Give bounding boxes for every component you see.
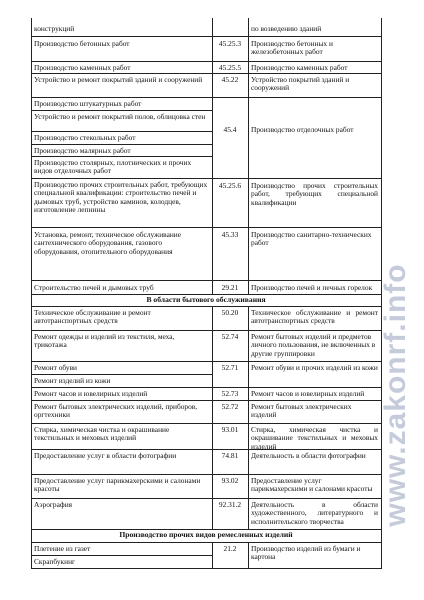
table-cell-category: Производство прочих строительных работ, требующих специальной квалификации [251, 181, 378, 207]
table-cell-category: Ремонт часов и ювелирных изделий [251, 389, 365, 398]
table-cell-code: 45.4 [223, 125, 237, 134]
table-cell-code: 52.73 [221, 389, 239, 398]
table-cell-category: Ремонт обуви и прочих изделий из кожи [251, 363, 378, 372]
table-cell-code: 50.20 [221, 308, 239, 317]
table-cell-code: 21.2 [223, 544, 237, 553]
table-cell-category: Ремонт бытовых электрических изделий [251, 402, 352, 420]
watermark [376, 200, 416, 590]
table-cell-category: Производство изделий из бумаги и картона [251, 544, 361, 562]
table-cell-code: 45.25.5 [218, 63, 242, 72]
table-cell-code: 45.25.3 [218, 39, 242, 48]
table-cell-activity: Ремонт обуви [34, 363, 78, 372]
table-cell-code: 74.81 [221, 451, 239, 460]
table-cell-code: 92.31.2 [218, 500, 242, 509]
table-cell-activity: Производство каменных работ [34, 63, 131, 72]
table-cell-category: Деятельность в области фотографии [251, 451, 366, 460]
table-cell-activity: Установка, ремонт, техническое обслуживание сантехнического оборудования, газового оборудования, отопительного оборудования [34, 230, 182, 256]
table-cell-activity: Строительство печей и дымовых труб [34, 283, 154, 292]
table-cell-category: Производство отделочных работ [251, 125, 354, 134]
table-cell-category: Ремонт бытовых изделий и предметов личного пользования, не включенных в другие группировки [251, 332, 376, 358]
table-cell-category: по возведению зданий [251, 24, 322, 33]
table-cell-activity: Производство бетонных работ [34, 39, 130, 48]
table-cell-activity: Производство прочих строительных работ, требующих специальной квалификации: строительство печей и дымовых труб, устройство каминов, колодцев, изготовление лепнины [34, 180, 208, 215]
table-cell-activity: Скрапбукинг [34, 557, 76, 566]
table-cell-activity: Плетение из газет [34, 544, 91, 553]
table-cell-category: Устройство покрытий зданий и сооружений [251, 75, 350, 93]
table-cell-activity: Производство штукатурных работ [34, 99, 142, 108]
table-cell-activity: Техническое обслуживание и ремонт автотранспортных средств [34, 308, 151, 326]
table-cell-activity: Производство столярных, плотнических и прочих видов отделочных работ [34, 158, 192, 176]
table-cell-code: 45.25.6 [218, 181, 242, 190]
table-cell-code: 52.74 [221, 332, 239, 341]
table-cell-code: 45.33 [221, 230, 239, 239]
table-cell-activity: Производство стекольных работ [34, 133, 136, 142]
table-cell-activity: Ремонт изделий из кожи [34, 376, 111, 385]
table-cell-activity: Ремонт бытовых электрических изделий, приборов, оргтехники [34, 402, 198, 420]
table-cell-category: Техническое обслуживание и ремонт автотранспортных средств [251, 308, 378, 326]
table-cell-category: Производство каменных работ [251, 63, 348, 72]
table-cell-category: Производство санитарно-технических работ [251, 230, 372, 248]
table-cell-activity: Стирка, химическая чистка и окрашивание текстильных и меховых изделий [34, 425, 170, 443]
table-cell-code: 52.72 [221, 402, 239, 411]
table-cell-category: Деятельность в области художественного, литературного и исполнительского творчества [251, 500, 378, 526]
watermark-text: www.zakonrf.info [379, 263, 412, 527]
table-cell-activity: Ремонт одежды и изделий из текстиля, меха, трикотажа [34, 332, 175, 350]
table-cell-code: 93.01 [221, 425, 239, 434]
table-cell-category: Производство бетонных и железобетонных работ [251, 39, 333, 57]
table-cell-code: 45.22 [221, 75, 239, 84]
table-cell-code: 52.71 [221, 363, 239, 372]
section-heading-crafts: Производство прочих видов ремесленных изделий [119, 530, 293, 539]
table-cell-activity: Устройство и ремонт покрытий полов, облицовка стен [34, 112, 206, 121]
table-cell-activity: Производство малярных работ [34, 146, 131, 155]
table-cell-code: 29.21 [221, 283, 239, 292]
table-cell-activity: Предоставление услуг парикмахерскими и салонами красоты [34, 476, 201, 494]
table-cell-category: Стирка, химическая чистка и окрашивание текстильных и меховых изделий [251, 425, 378, 451]
table-cell-activity: конструкций [34, 24, 75, 33]
table-cell-category: Предоставление услуг парикмахерскими и салонами красоты [251, 476, 373, 494]
table-cell-category: Производство печей и печных горелок [251, 283, 373, 292]
section-heading-household: В области бытового обслуживания [146, 295, 266, 304]
table-cell-activity: Ремонт часов и ювелирных изделий [34, 389, 148, 398]
table-cell-activity: Устройство и ремонт покрытий зданий и сооружений [34, 75, 203, 84]
table-cell-activity: Предоставление услуг в области фотографии [34, 451, 177, 460]
table-cell-activity: Аэрография [34, 500, 73, 509]
table-cell-code: 93.02 [221, 476, 239, 485]
